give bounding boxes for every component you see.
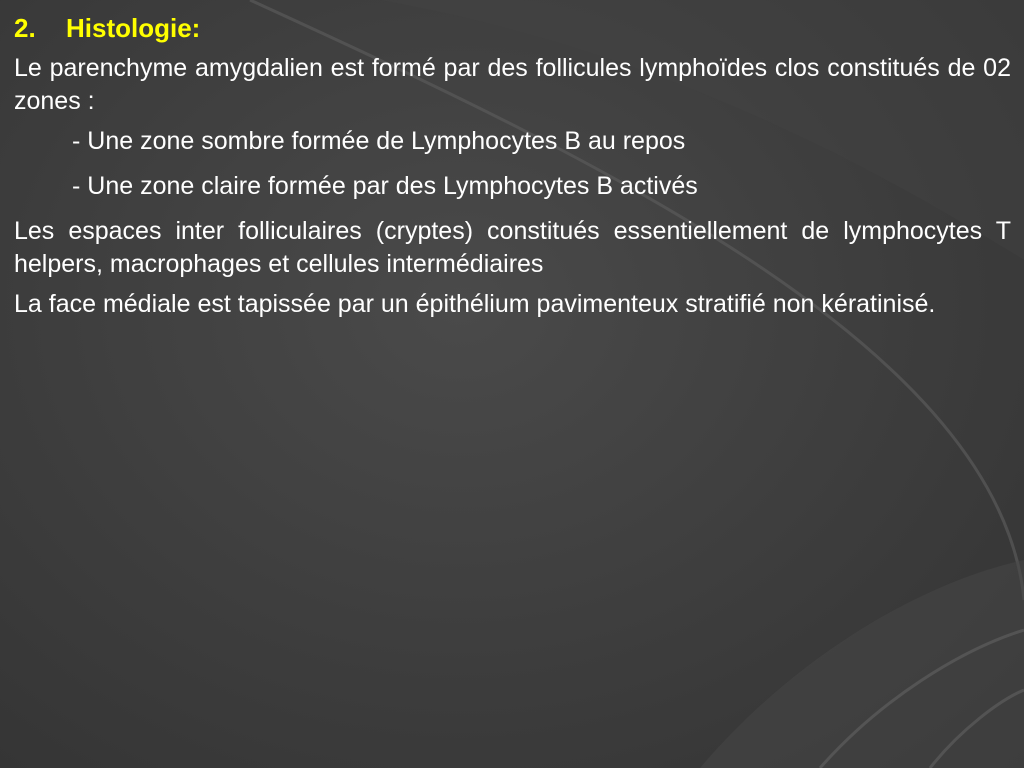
paragraph-parenchyme: Le parenchyme amygdalien est formé par des follicules lymphoïdes clos constitués de 02 zones : <box>14 54 1011 115</box>
slide-content <box>14 10 1011 328</box>
list-item-zone-sombre: - Une zone sombre formée de Lymphocytes B au repos <box>72 127 686 155</box>
swoosh-shade <box>700 560 1024 768</box>
list-item-zone-claire: - Une zone claire formée par des Lymphocytes B activés <box>72 172 698 200</box>
paragraph-face-mediale: La face médiale est tapissée par un épithélium pavimenteux stratifié non kératinisé. <box>14 290 936 318</box>
section-heading <box>14 10 1011 46</box>
heading-title: Histologie: <box>66 13 201 43</box>
heading-number: 2. <box>14 13 36 43</box>
paragraph-espaces-inter-folliculaires: Les espaces inter folliculaires (cryptes) constitués essentiellement de lymphocytes T helpers, macrophages et cellules intermédiaires <box>14 217 1011 278</box>
